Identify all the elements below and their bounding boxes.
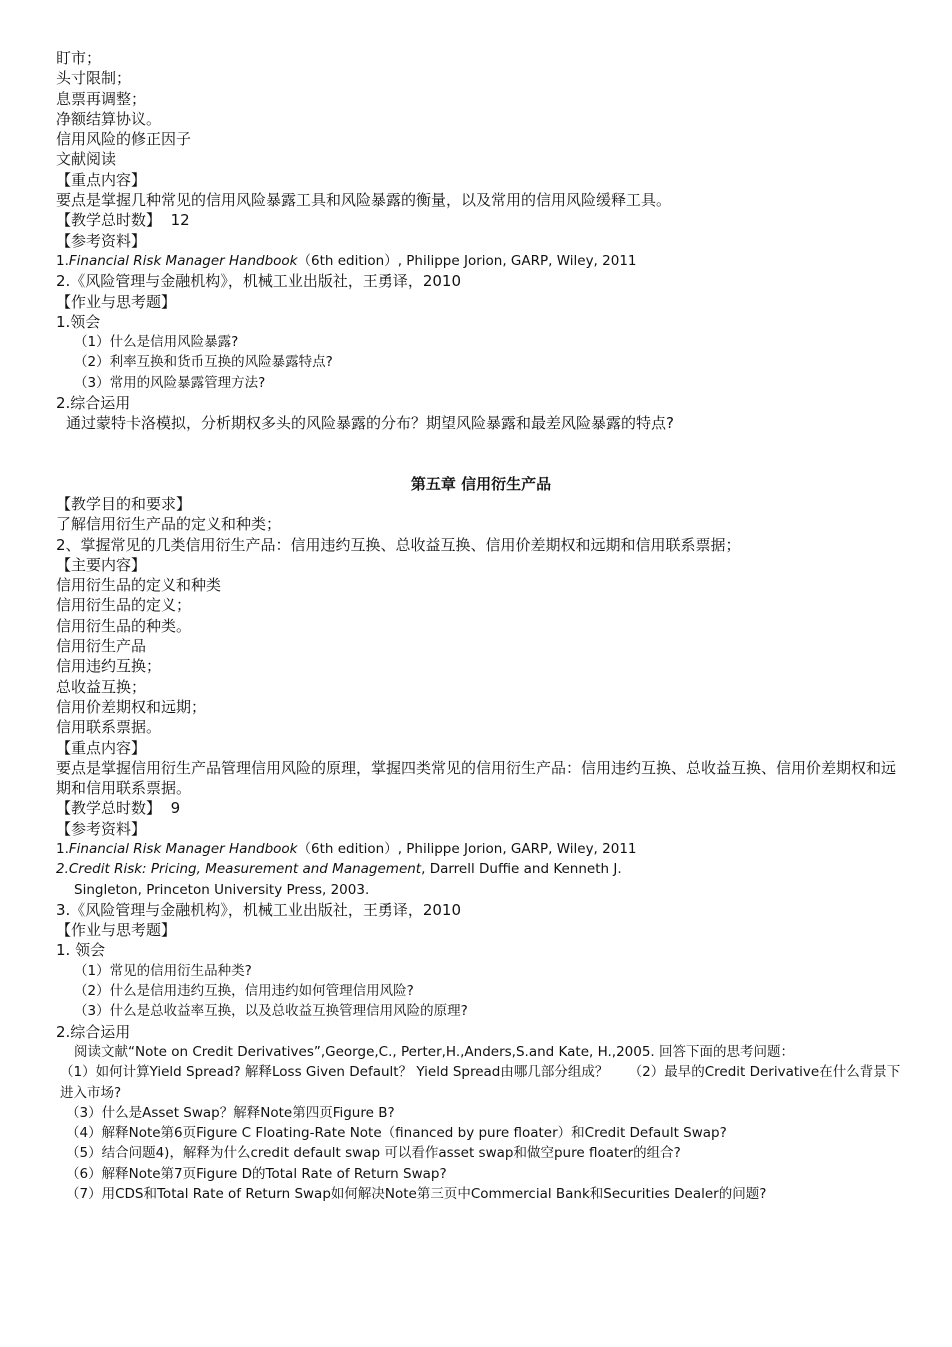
list-item: 头寸限制； xyxy=(56,69,132,88)
section-heading: 【重点内容】 xyxy=(56,170,147,189)
reference-details: , Darrell Duffie and Kenneth J. xyxy=(421,861,622,878)
question-item: （2）什么是信用违约互换，信用违约如何管理信用风险? xyxy=(74,983,414,1000)
reference-item xyxy=(56,859,906,879)
question-item: （1）什么是信用风险暴露? xyxy=(74,334,239,351)
list-item: 信用衍生品的定义； xyxy=(56,596,192,615)
hours-value: 12 xyxy=(170,211,190,230)
list-item: 净额结算协议。 xyxy=(56,109,162,128)
list-item: 信用衍生品的种类。 xyxy=(56,616,192,635)
reference-item: 3.《风险管理与金融机构》，机械工业出版社，王勇译，2010 xyxy=(56,900,461,919)
list-item: 信用价差期权和远期； xyxy=(56,697,207,716)
hours-label: 【教学总时数】 xyxy=(56,211,162,230)
reference-title: 2.Credit Risk: Pricing, Measurement and Management xyxy=(56,861,422,878)
list-item: 信用衍生产品 xyxy=(56,637,147,656)
question-item: （3）什么是Asset Swap？解释Note第四页Figure B? xyxy=(66,1104,395,1121)
paragraph: 2、掌握常见的几类信用衍生产品：信用违约互换、总收益互换、信用价差期权和远期和信用联系票据； xyxy=(56,535,741,554)
question-item: （7）用CDS和Total Rate of Return Swap如何解决Note第三页中Commercial Bank和Securities Dealer的问题? xyxy=(66,1186,767,1203)
question-item: （4）解释Note第6页Figure C Floating-Rate Note（financed by pure floater）和Credit Default Swap? xyxy=(66,1125,727,1142)
section-heading: 【重点内容】 xyxy=(56,738,147,757)
list-item: 信用联系票据。 xyxy=(56,718,162,737)
paragraph: 了解信用衍生产品的定义和种类； xyxy=(56,515,282,534)
list-item: 盯市； xyxy=(56,49,102,67)
question-item: （1）如何计算Yield Spread? 解释Loss Given Default？ Yield Spread由哪几部分组成？ （2）最早的Credit Derivative在什么背景下进入市场? xyxy=(60,1064,901,1101)
question-item: （5）结合问题4)，解释为什么credit default swap 可以看作asset swap和做空pure floater的组合? xyxy=(66,1145,681,1162)
homework-part: 1.领会 xyxy=(56,312,101,331)
section-heading: 【教学目的和要求】 xyxy=(56,494,192,513)
section-heading: 【作业与思考题】 xyxy=(56,292,177,311)
list-item: 信用违约互换； xyxy=(56,657,162,676)
reference-item xyxy=(56,251,906,271)
hours-label: 【教学总时数】 xyxy=(56,799,162,818)
question-item: （6）解释Note第7页Figure D的Total Rate of Return Swap? xyxy=(66,1165,447,1182)
hours-line xyxy=(56,798,906,818)
section-heading: 【参考资料】 xyxy=(56,819,147,838)
question-item: （3）什么是总收益率互换，以及总收益互换管理信用风险的原理? xyxy=(74,1003,468,1020)
reference-number: 1. xyxy=(56,252,69,269)
list-item: 总收益互换； xyxy=(56,677,147,696)
chapter-title: 第五章 信用衍生产品 xyxy=(410,474,552,493)
homework-part: 1. 领会 xyxy=(56,941,106,960)
reference-continuation: Singleton, Princeton University Press, 2003. xyxy=(74,881,370,898)
reference-title: Financial Risk Manager Handbook xyxy=(68,252,298,269)
reference-item: 2.《风险管理与金融机构》，机械工业出版社，王勇译，2010 xyxy=(56,272,461,291)
section-heading: 【主要内容】 xyxy=(56,555,147,574)
question-item: （3）常用的风险暴露管理方法? xyxy=(74,374,266,391)
paragraph: 要点是掌握信用衍生产品管理信用风险的原理，掌握四类常见的信用衍生产品：信用违约互换、总收益互换、信用价差期权和远期和信用联系票据。 xyxy=(56,758,897,798)
hours-value: 9 xyxy=(170,799,181,818)
hours-line xyxy=(56,210,906,230)
homework-part: 2.综合运用 xyxy=(56,1022,131,1041)
reference-title: Financial Risk Manager Handbook xyxy=(68,840,298,857)
list-item: 信用衍生品的定义和种类 xyxy=(56,576,222,595)
paragraph: 要点是掌握几种常见的信用风险暴露工具和风险暴露的衡量，以及常用的信用风险缓释工具。 xyxy=(56,191,672,210)
reference-number: 1. xyxy=(56,840,69,857)
paragraph: 阅读文献“Note on Credit Derivatives”,George,C., Perter,H.,Anders,S.and Kate, H.,2005. 回答下面的思考问题： xyxy=(74,1043,795,1060)
list-item: 息票再调整； xyxy=(56,89,147,108)
question-item: 通过蒙特卡洛模拟，分析期权多头的风险暴露的分布？期望风险暴露和最差风险暴露的特点? xyxy=(66,414,674,433)
reference-details: （6th edition）, Philippe Jorion, GARP, Wiley, 2011 xyxy=(297,252,637,269)
document-page xyxy=(56,48,906,1204)
reference-details: （6th edition）, Philippe Jorion, GARP, Wiley, 2011 xyxy=(297,840,637,857)
question-item: （1）常见的信用衍生品种类? xyxy=(74,962,252,979)
subsection-heading: 文献阅读 xyxy=(56,150,117,169)
section-heading: 【作业与思考题】 xyxy=(56,921,177,940)
subsection-heading: 信用风险的修正因子 xyxy=(56,130,192,149)
question-item: （2）利率互换和货币互换的风险暴露特点? xyxy=(74,354,333,371)
reference-item xyxy=(56,839,906,859)
homework-part: 2.综合运用 xyxy=(56,394,131,413)
section-heading: 【参考资料】 xyxy=(56,231,147,250)
